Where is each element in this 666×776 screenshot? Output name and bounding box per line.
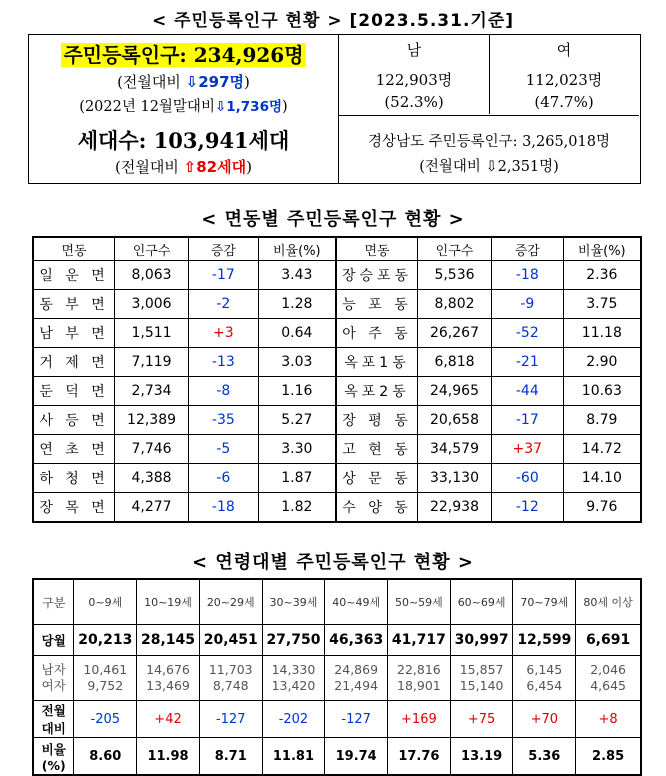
dong-cell: 2,734 [115, 377, 189, 406]
dong-cell: 12,389 [115, 406, 189, 435]
age-cell: 6,691 [576, 625, 641, 656]
hh-suffix: ) [246, 158, 252, 176]
age-cell: 50~59세 [388, 579, 451, 625]
age-population-table [32, 578, 642, 776]
population-total [29, 39, 338, 68]
age-cell: 19.74 [325, 738, 388, 776]
dong-cell: 5.27 [258, 406, 336, 435]
dong-cell: 10.63 [563, 377, 641, 406]
age-gender-cell [137, 656, 200, 701]
dong-cell: 3.43 [258, 261, 336, 290]
dong-cell: 8,802 [418, 290, 492, 319]
dong-cell: 하 청 면 [33, 464, 115, 493]
age-cell: +8 [576, 701, 641, 738]
age-cell: 30,997 [450, 625, 513, 656]
dong-cell: 남 부 면 [33, 319, 115, 348]
dong-row [33, 290, 641, 319]
age-cell: 8.60 [74, 738, 137, 776]
dong-cell: 8,063 [115, 261, 189, 290]
summary-right-panel [339, 35, 639, 183]
province-divider [339, 115, 639, 116]
dong-cell: 26,267 [418, 319, 492, 348]
age-cell: 10~19세 [137, 579, 200, 625]
dong-cell: -17 [188, 261, 258, 290]
population-value: 234,926명 [193, 43, 304, 67]
dong-cell: -21 [491, 348, 563, 377]
dong-row [33, 435, 641, 464]
age-gender-cell [74, 656, 137, 701]
age-female-value: 13,420 [271, 678, 316, 693]
ytd-suffix: ) [282, 99, 288, 115]
age-cell: 13.19 [450, 738, 513, 776]
dong-table-title: < 면동별 주민등록인구 현황 > [201, 209, 465, 230]
age-female-value: 8,748 [212, 678, 249, 693]
dong-cell: 사 등 면 [33, 406, 115, 435]
dong-cell: -2 [188, 290, 258, 319]
dong-cell: -9 [491, 290, 563, 319]
age-gender-cell [576, 656, 641, 701]
dong-row [33, 464, 641, 493]
age-row-gender [33, 656, 641, 701]
dong-cell: 11.18 [563, 319, 641, 348]
age-gender-cell [450, 656, 513, 701]
age-cell: +42 [137, 701, 200, 738]
male-row-label: 남자 [41, 662, 66, 677]
age-cell: +75 [450, 701, 513, 738]
age-cell: 60~69세 [450, 579, 513, 625]
dong-cell: 0.64 [258, 319, 336, 348]
dong-cell: 14.10 [563, 464, 641, 493]
dong-cell: +3 [188, 319, 258, 348]
dong-cell: 1,511 [115, 319, 189, 348]
dong-cell: 20,658 [418, 406, 492, 435]
age-gender-cell [388, 656, 451, 701]
dong-cell: 아 주 동 [336, 319, 418, 348]
dong-population-table [32, 236, 642, 523]
dong-cell: 상 문 동 [336, 464, 418, 493]
dong-cell: 7,746 [115, 435, 189, 464]
age-cell: +169 [388, 701, 451, 738]
population-mom [29, 71, 338, 92]
mom-value: ⇩297명 [185, 73, 245, 91]
dong-cell: +37 [491, 435, 563, 464]
age-female-value: 4,645 [590, 678, 626, 693]
dong-cell: 수 양 동 [336, 493, 418, 523]
dong-header-cell: 인구수 [115, 237, 189, 261]
age-cell: 20~29세 [199, 579, 262, 625]
dong-cell: -18 [491, 261, 563, 290]
dong-cell: 1.16 [258, 377, 336, 406]
households-total [29, 125, 338, 155]
hh-value: ⇧82세대 [183, 158, 247, 176]
age-gender-cell [513, 656, 576, 701]
age-cell: 8.71 [199, 738, 262, 776]
dong-header-cell: 증감 [491, 237, 563, 261]
dong-header-cell: 면동 [33, 237, 115, 261]
households-value: 103,941세대 [153, 128, 290, 153]
age-male-value: 11,703 [208, 662, 253, 677]
households-label: 세대수: [77, 128, 147, 153]
dong-header-cell: 면동 [336, 237, 418, 261]
dong-cell: 22,938 [418, 493, 492, 523]
dong-row [33, 377, 641, 406]
age-gender-label [33, 656, 74, 701]
dong-cell: -13 [188, 348, 258, 377]
age-cell: 12,599 [513, 625, 576, 656]
dong-cell: 동 부 면 [33, 290, 115, 319]
dong-cell: 3.03 [258, 348, 336, 377]
dong-cell: 3.30 [258, 435, 336, 464]
age-cell: 5.36 [513, 738, 576, 776]
dong-cell: -44 [491, 377, 563, 406]
age-female-value: 6,454 [526, 678, 563, 693]
dong-cell: -5 [188, 435, 258, 464]
age-female-value: 9,752 [87, 678, 124, 693]
dong-cell: 옥포1동 [336, 348, 418, 377]
dong-cell: -35 [188, 406, 258, 435]
age-gender-cell [325, 656, 388, 701]
age-cell: 40~49세 [325, 579, 388, 625]
age-cell: -205 [74, 701, 137, 738]
age-male-value: 22,816 [397, 662, 441, 677]
summary-title: < 주민등록인구 현황 > [2023.5.31.기준] [151, 11, 515, 31]
dong-cell: -60 [491, 464, 563, 493]
age-cell: 70~79세 [513, 579, 576, 625]
dong-cell: 3.75 [563, 290, 641, 319]
age-row-label: 당월 [33, 625, 74, 656]
age-cell: 20,213 [74, 625, 137, 656]
dong-cell: 14.72 [563, 435, 641, 464]
age-male-value: 24,869 [334, 662, 379, 677]
dong-header-cell: 비율(%) [258, 237, 336, 261]
dong-cell: 33,130 [418, 464, 492, 493]
mom-prefix: (전월대비 [117, 73, 186, 91]
age-cell: 46,363 [325, 625, 388, 656]
age-female-value: 18,901 [397, 678, 441, 693]
female-label: 여 [556, 41, 572, 59]
age-cell: 27,750 [262, 625, 325, 656]
age-cell: +70 [513, 701, 576, 738]
dong-cell: 9.76 [563, 493, 641, 523]
dong-cell: 34,579 [418, 435, 492, 464]
female-percent: (47.7%) [534, 93, 594, 111]
age-cell: -202 [262, 701, 325, 738]
age-cell: 30~39세 [262, 579, 325, 625]
age-cell: 17.76 [388, 738, 451, 776]
dong-cell: 장 평 동 [336, 406, 418, 435]
age-row-ratio [33, 738, 641, 776]
mom-suffix: ) [244, 73, 250, 91]
dong-row [33, 348, 641, 377]
dong-cell: -12 [491, 493, 563, 523]
dong-header-cell: 비율(%) [563, 237, 641, 261]
age-row-total [33, 625, 641, 656]
population-label: 주민등록인구: [63, 43, 187, 67]
dong-row [33, 493, 641, 523]
ytd-prefix: (2022년 12월말대비 [79, 99, 215, 115]
households-mom [29, 156, 338, 177]
age-female-value: 13,469 [146, 678, 190, 693]
dong-cell: 1.87 [258, 464, 336, 493]
age-gender-cell [262, 656, 325, 701]
ytd-value: ⇩1,736명 [214, 99, 283, 115]
age-male-value: 6,145 [526, 662, 563, 677]
dong-cell: 1.28 [258, 290, 336, 319]
province-population: 경상남도 주민등록인구: 3,265,018명 [368, 134, 610, 150]
dong-cell: 3,006 [115, 290, 189, 319]
dong-cell: 거 제 면 [33, 348, 115, 377]
dong-row [33, 319, 641, 348]
age-cell: 28,145 [137, 625, 200, 656]
age-row-label: 전월 대비 [33, 701, 74, 738]
dong-cell: 일 운 면 [33, 261, 115, 290]
population-ytd [29, 95, 338, 116]
dong-cell: -52 [491, 319, 563, 348]
male-label: 남 [406, 41, 422, 59]
age-cell: 80세 이상 [576, 579, 641, 625]
age-gender-cell [199, 656, 262, 701]
age-male-value: 2,046 [590, 662, 626, 677]
dong-cell: -17 [491, 406, 563, 435]
population-highlight [61, 43, 305, 67]
dong-cell: 1.82 [258, 493, 336, 523]
age-cell: 0~9세 [74, 579, 137, 625]
female-row-label: 여자 [41, 678, 66, 693]
dong-cell: 5,536 [418, 261, 492, 290]
dong-cell: 고 현 동 [336, 435, 418, 464]
province-change: (전월대비 ⇩2,351명) [419, 159, 559, 175]
age-cell: -127 [199, 701, 262, 738]
dong-cell: 24,965 [418, 377, 492, 406]
age-male-value: 14,330 [271, 662, 316, 677]
dong-cell: -6 [188, 464, 258, 493]
dong-cell: 8.79 [563, 406, 641, 435]
dong-cell: 7,119 [115, 348, 189, 377]
summary-left-panel [29, 35, 339, 183]
dong-cell: 연 초 면 [33, 435, 115, 464]
summary-box [28, 34, 641, 184]
age-row-chg [33, 701, 641, 738]
age-cell: 20,451 [199, 625, 262, 656]
dong-cell: -8 [188, 377, 258, 406]
age-female-value: 15,140 [459, 678, 504, 693]
age-male-value: 14,676 [146, 662, 190, 677]
dong-cell: 4,277 [115, 493, 189, 523]
dong-cell: -18 [188, 493, 258, 523]
male-count: 122,903명 [375, 71, 453, 89]
dong-cell: 2.90 [563, 348, 641, 377]
dong-cell: 6,818 [418, 348, 492, 377]
age-row-hdr [33, 579, 641, 625]
dong-row [33, 261, 641, 290]
dong-cell: 장승포동 [336, 261, 418, 290]
dong-cell: 4,388 [115, 464, 189, 493]
age-cell: 11.98 [137, 738, 200, 776]
age-row-label: 비율 (%) [33, 738, 74, 776]
dong-cell: 능 포 동 [336, 290, 418, 319]
male-percent: (52.3%) [384, 93, 444, 111]
dong-cell: 2.36 [563, 261, 641, 290]
age-row-label: 구분 [33, 579, 74, 625]
age-table-title: < 연령대별 주민등록인구 현황 > [192, 552, 474, 573]
age-male-value: 15,857 [459, 662, 504, 677]
female-count: 112,023명 [525, 71, 603, 89]
age-cell: -127 [325, 701, 388, 738]
dong-header-cell: 인구수 [418, 237, 492, 261]
dong-cell: 장 목 면 [33, 493, 115, 523]
dong-header-cell: 증감 [188, 237, 258, 261]
age-cell: 41,717 [388, 625, 451, 656]
age-male-value: 10,461 [83, 662, 128, 677]
age-female-value: 21,494 [334, 678, 379, 693]
age-cell: 2.85 [576, 738, 641, 776]
dong-cell: 둔 덕 면 [33, 377, 115, 406]
age-cell: 11.81 [262, 738, 325, 776]
dong-row [33, 406, 641, 435]
dong-header-row [33, 237, 641, 261]
hh-prefix: (전월대비 [115, 158, 184, 176]
dong-cell: 옥포2동 [336, 377, 418, 406]
